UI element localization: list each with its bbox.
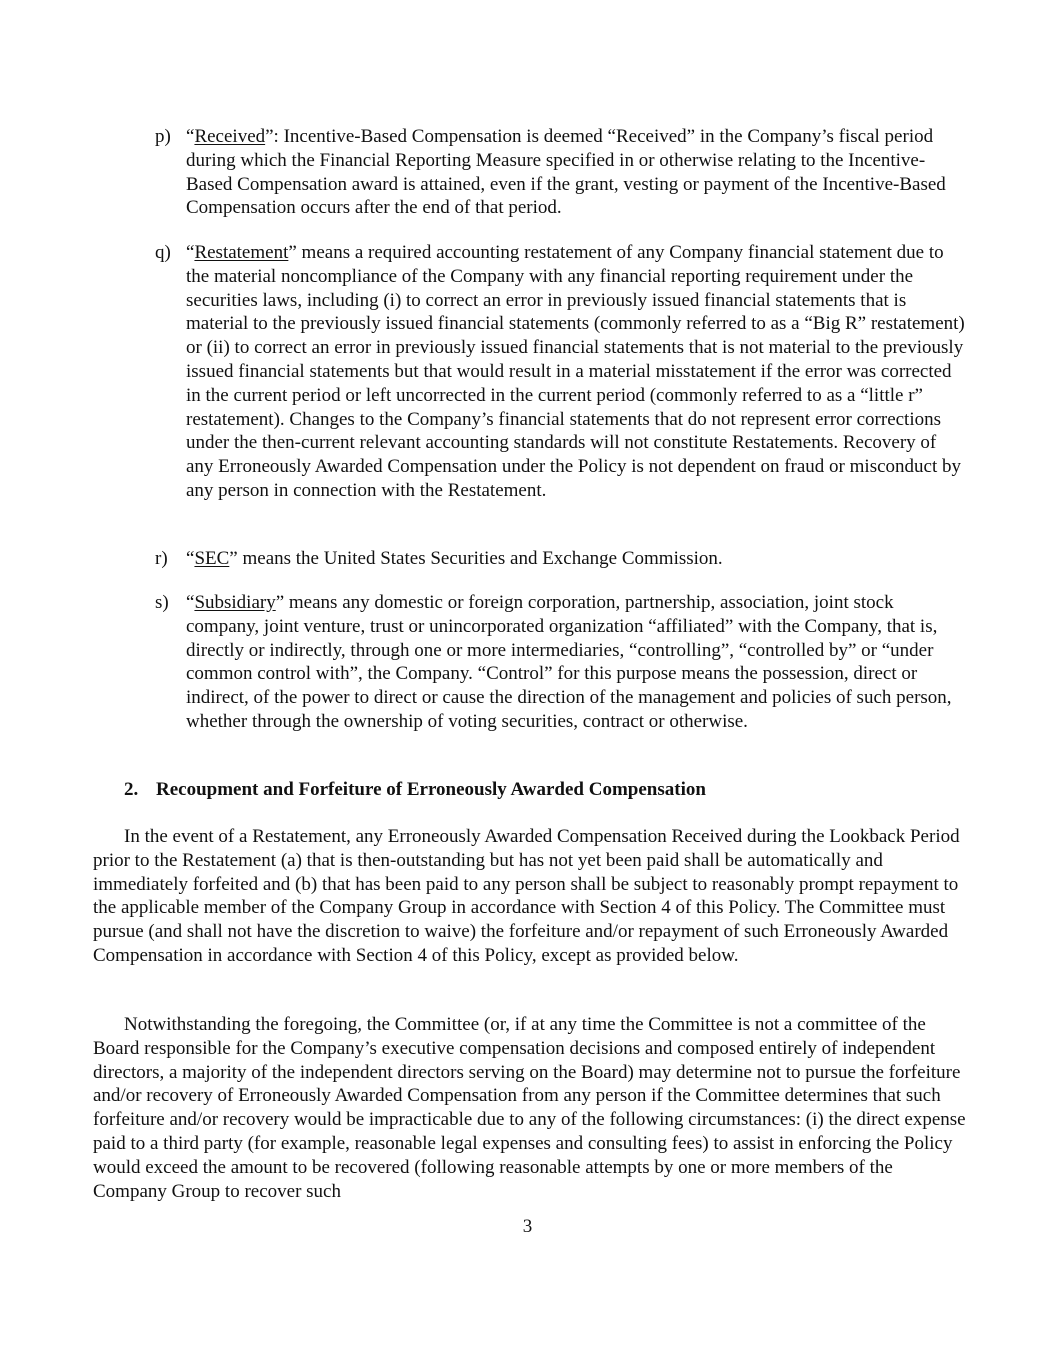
definition-text: means any domestic or foreign corporation, partnership, association, joint stock company, joint venture, trust or unincorporated organization “affiliated” with the Company, that is, directly or indirectly, through one or more intermediaries, “controlling”, “controlled by” or “under common control with”, the Company. “Control” for this purpose means the possession, direct or indirect, of the power to direct or cause the direction of the management and policies of such person, whether through the ownership of voting securities, contract or otherwise. [186,592,952,732]
open-quote: “ [186,592,195,613]
definition-subsidiary [155,591,965,734]
definition-letter: r) [155,548,168,569]
definition-body [186,591,965,734]
definition-restatement [155,241,965,503]
open-quote: “ [186,548,195,569]
page-number: 3 [522,1216,533,1237]
close-quote: ” [288,242,297,263]
definition-body [186,125,965,220]
definition-text: means the United States Securities and Exchange Commission. [237,548,723,569]
section-heading [124,778,924,802]
definition-text: Incentive-Based Compensation is deemed “Received” in the Company’s fiscal period during which the Financial Reporting Measure specified in or otherwise relating to the Incentive-Based Compensation award is attained, even if the grant, vesting or payment of the Incentive-Based Compensation occurs after the end of that period. [186,126,946,219]
close-quote: ” [229,548,238,569]
definition-body [186,547,965,571]
close-quote: ” [275,592,285,613]
close-quote: ”: [265,126,279,147]
section-number: 2. [124,779,139,800]
paragraph: In the event of a Restatement, any Erroneously Awarded Compensation Received during the Lookback Period prior to the Restatement (a) that is then-outstanding but has not yet been paid shall be automatically and immediately forfeited and (b) that has been paid to any person shall be subject to reasonably prompt repayment to the applicable member of the Company Group in accordance with Section 4 of this Policy. The Committee must pursue (and shall not have the discretion to waive) the forfeiture and/or repayment of such Erroneously Awarded Compensation in accordance with Section 4 of this Policy, except as provided below. [93,826,960,966]
paragraph: Notwithstanding the foregoing, the Committee (or, if at any time the Committee is not a committee of the Board responsible for the Company’s executive compensation decisions and composed entirely of independent directors, a majority of the independent directors serving on the Board) may determine not to pursue the forfeiture and/or recovery of Erroneously Awarded Compensation from any person if the Committee determines that such forfeiture and/or recovery would be impracticable due to any of the following circumstances: (i) the direct expense paid to a third party (for example, reasonable legal expenses and consulting fees) to assist in enforcing the Policy would exceed the amount to be recovered (following reasonable attempts by one or more members of the Company Group to recover such [93,1014,966,1202]
defined-term: Subsidiary [194,592,276,613]
defined-term: Restatement [194,242,289,263]
section-title: Recoupment and Forfeiture of Erroneously Awarded Compensation [156,779,706,800]
open-quote: “ [186,126,195,147]
definition-letter: p) [155,126,171,147]
definition-letter: s) [155,592,169,613]
defined-term: Received [194,126,266,147]
definition-sec [155,547,965,571]
definition-body [186,241,965,503]
open-quote: “ [186,242,195,263]
definition-received [155,125,965,220]
definition-letter: q) [155,242,171,263]
definition-text: means a required accounting restatement of any Company financial statement due to the material noncompliance of the Company with any financial reporting requirement under the securities laws, including (i) to correct an error in previously issued financial statements that is material to the previously issued financial statements (commonly referred to as a “Big R” restatement) or (ii) to correct an error in previously issued financial statements that is not material to the previously issued financial statements but that would result in a material misstatement if the error was corrected in the current period or left uncorrected in the current period (commonly referred to as a “little r” restatement). Changes to the Company’s financial statements that do not represent error corrections under the then-current relevant accounting standards will not constitute Restatements. Recovery of any Erroneously Awarded Compensation under the Policy is not dependent on fraud or misconduct by any person in connection with the Restatement. [186,242,965,501]
defined-term: SEC [194,548,230,569]
